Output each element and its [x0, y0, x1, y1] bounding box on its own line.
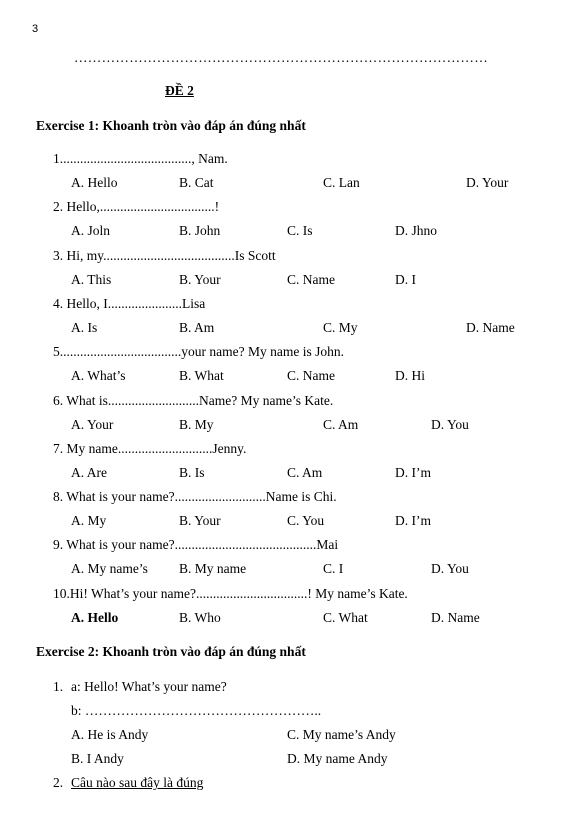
- ex1-q7-option-a[interactable]: A. Are: [71, 465, 107, 480]
- ex1-q2-option-b[interactable]: B. John: [179, 223, 221, 238]
- ex1-q7-option-c[interactable]: C. Am: [287, 465, 323, 480]
- ex1-question-6: 6. What is...........................Name? My name’s Kate.: [53, 393, 334, 408]
- dotted-separator: ………………………………………………………………………………: [74, 50, 488, 65]
- ex1-question-7: 7. My name............................Jenny.: [53, 441, 247, 456]
- ex1-q9-option-c[interactable]: C. I: [323, 561, 344, 576]
- ex1-q8-option-c[interactable]: C. You: [287, 513, 325, 528]
- ex1-question-8: 8. What is your name?...........................Name is Chi.: [53, 489, 337, 504]
- ex1-q5-option-b[interactable]: B. What: [179, 368, 224, 383]
- page-number: 3: [32, 23, 39, 35]
- ex2-q1-line-b: b: ……………………………………………..: [71, 703, 322, 718]
- ex1-q4-option-b[interactable]: B. Am: [179, 320, 215, 335]
- ex2-q1-option-d[interactable]: D. My name Andy: [287, 751, 388, 766]
- ex1-q8-option-d[interactable]: D. I’m: [395, 513, 431, 528]
- ex1-q5-option-a[interactable]: A. What’s: [71, 368, 126, 383]
- ex1-question-4: 4. Hello, I......................Lisa: [53, 296, 206, 311]
- ex1-q4-option-a[interactable]: A. Is: [71, 320, 98, 335]
- ex1-q7-option-b[interactable]: B. Is: [179, 465, 205, 480]
- ex1-question-10: 10.Hi! What’s your name?.................................! My name’s Kate.: [53, 586, 408, 601]
- ex1-q6-option-c[interactable]: C. Am: [323, 417, 359, 432]
- ex1-q6-option-b[interactable]: B. My: [179, 417, 214, 432]
- ex2-q2-number: 2.: [53, 775, 64, 790]
- ex1-question-5: 5....................................your name? My name is John.: [53, 344, 344, 359]
- ex1-q10-option-c[interactable]: C. What: [323, 610, 368, 625]
- ex1-q4-option-c[interactable]: C. My: [323, 320, 358, 335]
- ex1-q10-option-b[interactable]: B. Who: [179, 610, 221, 625]
- exercise2-title: Exercise 2: Khoanh tròn vào đáp án đúng nhất: [36, 644, 306, 659]
- ex1-q3-option-a[interactable]: A. This: [71, 272, 112, 287]
- ex1-q3-option-b[interactable]: B. Your: [179, 272, 221, 287]
- ex2-q1-option-b[interactable]: B. I Andy: [71, 751, 124, 766]
- ex1-question-9: 9. What is your name?..........................................Mai: [53, 537, 339, 552]
- ex1-q7-option-d[interactable]: D. I’m: [395, 465, 431, 480]
- ex1-q2-option-d[interactable]: D. Jhno: [395, 223, 438, 238]
- ex1-q9-option-b[interactable]: B. My name: [179, 561, 247, 576]
- ex1-q4-option-d[interactable]: D. Name: [466, 320, 515, 335]
- ex1-q2-option-a[interactable]: A. Joln: [71, 223, 111, 238]
- ex1-q10-option-a[interactable]: A. Hello: [71, 610, 119, 625]
- ex2-q1-option-c[interactable]: C. My name’s Andy: [287, 727, 396, 742]
- ex2-q2-text: Câu nào sau đây là đúng: [71, 775, 204, 790]
- exercise1-title: Exercise 1: Khoanh tròn vào đáp án đúng nhất: [36, 118, 306, 133]
- ex1-q9-option-d[interactable]: D. You: [431, 561, 469, 576]
- ex1-q3-option-d[interactable]: D. I: [395, 272, 416, 287]
- section-title: ĐỀ 2: [165, 83, 194, 98]
- ex1-q1-option-d[interactable]: D. Your: [466, 175, 509, 190]
- ex1-q5-option-c[interactable]: C. Name: [287, 368, 335, 383]
- ex1-question-3: 3. Hi, my.......................................Is Scott: [53, 248, 276, 263]
- ex2-q1-line-a: a: Hello! What’s your name?: [71, 679, 227, 694]
- ex1-question-2: 2. Hello,..................................!: [53, 199, 220, 214]
- ex1-q1-option-a[interactable]: A. Hello: [71, 175, 118, 190]
- ex1-q6-option-d[interactable]: D. You: [431, 417, 469, 432]
- ex1-q5-option-d[interactable]: D. Hi: [395, 368, 425, 383]
- ex1-q8-option-a[interactable]: A. My: [71, 513, 107, 528]
- ex2-q1-number: 1.: [53, 679, 64, 694]
- ex1-q10-option-d[interactable]: D. Name: [431, 610, 480, 625]
- ex1-q2-option-c[interactable]: C. Is: [287, 223, 313, 238]
- ex1-q3-option-c[interactable]: C. Name: [287, 272, 335, 287]
- ex1-question-1: 1......................................., Nam.: [53, 151, 228, 166]
- ex2-q1-option-a[interactable]: A. He is Andy: [71, 727, 149, 742]
- ex1-q8-option-b[interactable]: B. Your: [179, 513, 221, 528]
- ex1-q9-option-a[interactable]: A. My name’s: [71, 561, 148, 576]
- ex1-q1-option-c[interactable]: C. Lan: [323, 175, 360, 190]
- ex1-q6-option-a[interactable]: A. Your: [71, 417, 114, 432]
- ex1-q1-option-b[interactable]: B. Cat: [179, 175, 214, 190]
